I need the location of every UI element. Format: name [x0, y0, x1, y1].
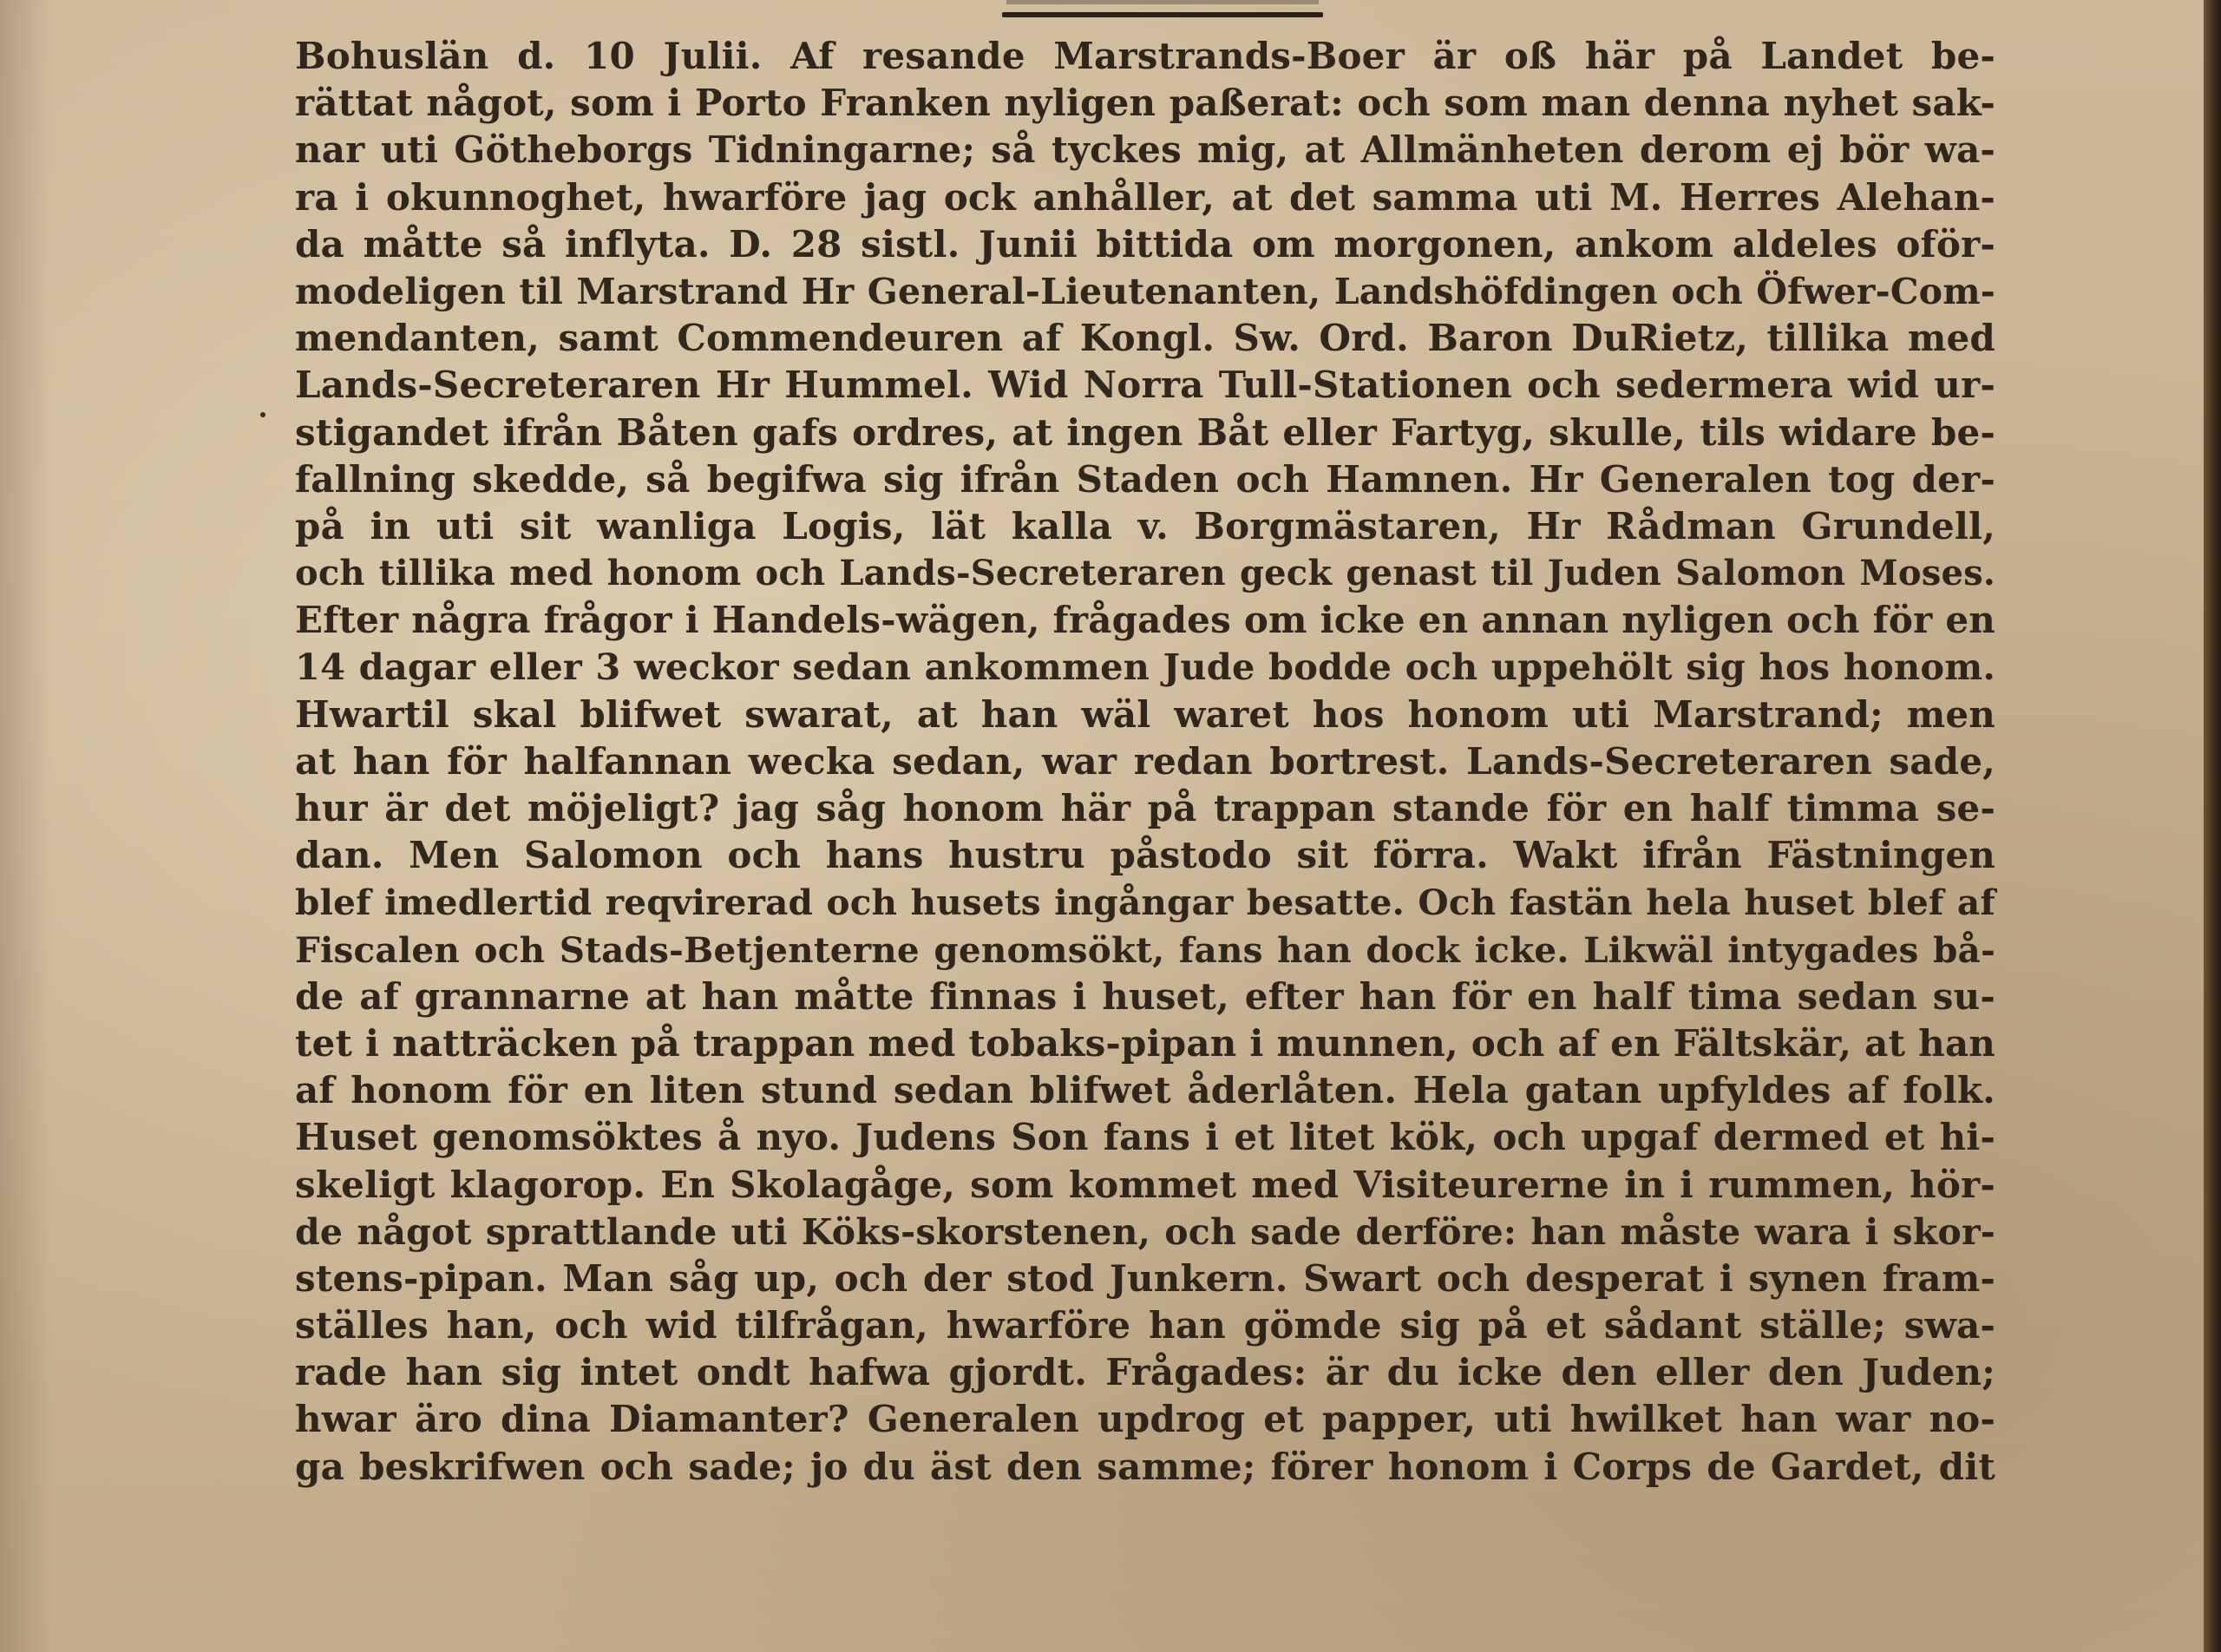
article-column [295, 33, 1995, 1491]
article-line: at han för halfannan wecka sedan, war redan bortrest. Lands-Secreteraren sade, [295, 739, 1995, 783]
article-line: da måtte så inflyta. D. 28 sistl. Junii bittida om morgonen, ankom aldeles oför- [295, 222, 1995, 266]
rule-shadow [1006, 0, 1319, 4]
page-edge [2204, 0, 2221, 1652]
article-line: blef imedlertid reqvirerad och husets ingångar besatte. Och fastän hela huset blef af [295, 882, 1995, 924]
article-line: tet i natträcken på trappan med tobaks-pipan i munnen, och af en Fältskär, at han [295, 1021, 1995, 1065]
article-line: fallning skedde, så begifwa sig ifrån Staden och Hamnen. Hr Generalen tog der- [295, 457, 1995, 501]
article-line: Bohuslän d. 10 Julii. Af resande Marstrands-Boer är oß här på Landet be- [295, 35, 1995, 77]
article-line: 14 dagar eller 3 weckor sedan ankommen Jude bodde och uppehölt sig hos honom. [295, 646, 1995, 689]
article-line: ga beskrifwen och sade; jo du äst den samme; förer honom i Corps de Gardet, dit [295, 1445, 1995, 1488]
section-divider-rule [1002, 12, 1323, 17]
article-line: modeligen til Marstrand Hr General-Lieutenanten, Landshöfdingen och Öfwer-Com- [295, 270, 1995, 312]
article-line: Efter några frågor i Handels-wägen, frågades om icke en annan nyligen och för en [295, 599, 1995, 642]
article-line: af honom för en liten stund sedan blifwet åderlåten. Hela gatan upfyldes af folk. [295, 1069, 1995, 1112]
article-line: skeligt klagorop. En Skolagåge, som kommet med Visiteurerne in i rummen, hör- [295, 1163, 1995, 1206]
article-line: stens-pipan. Man såg up, och der stod Junkern. Swart och desperat i synen fram- [295, 1256, 1995, 1300]
article-line: stigandet ifrån Båten gafs ordres, at ingen Båt eller Fartyg, skulle, tils widare be- [295, 410, 1995, 454]
article-line: ra i okunnoghet, hwarföre jag ock anhåller, at det samma uti M. Herres Alehan- [295, 175, 1995, 219]
page-fold-shadow [0, 0, 52, 1652]
article-line: mendanten, samt Commendeuren af Kongl. Sw. Ord. Baron DuRietz, tillika med [295, 317, 1995, 360]
article-line: rade han sig intet ondt hafwa gjordt. Frågades: är du icke den eller den Juden; [295, 1351, 1995, 1394]
article-line: Hwartil skal blifwet swarat, at han wäl waret hos honom uti Marstrand; men [295, 692, 1995, 736]
article-line: Fiscalen och Stads-Betjenterne genomsökt, fans han dock icke. Likwäl intygades bå- [295, 928, 1995, 971]
article-line: de något sprattlande uti Köks-skorstenen, och sade derföre: han måste wara i skor- [295, 1210, 1995, 1253]
article-line: Huset genomsöktes å nyo. Judens Son fans i et litet kök, och upgaf dermed et hi- [295, 1116, 1995, 1159]
article-line: rättat något, som i Porto Franken nyligen paßerat: och som man denna nyhet sak- [295, 82, 1995, 125]
article-line: på in uti sit wanliga Logis, lät kalla v. Borgmästaren, Hr Rådman Grundell, [295, 504, 1995, 547]
ink-speck [260, 412, 265, 417]
article-line: och tillika med honom och Lands-Secreteraren geck genast til Juden Salomon Moses. [295, 553, 1995, 594]
article-line: de af grannarne at han måtte finnas i huset, efter han för en half tima sedan su- [295, 974, 1995, 1018]
article-line: hur är det möjeligt? jag såg honom här på trappan stande för en half timma se- [295, 787, 1995, 829]
article-line: hwar äro dina Diamanter? Generalen updrog et papper, uti hwilket han war no- [295, 1398, 1995, 1441]
article-line: nar uti Götheborgs Tidningarne; så tyckes mig, at Allmänheten derom ej bör wa- [295, 128, 1995, 172]
article-line: dan. Men Salomon och hans hustru påstodo sit förra. Wakt ifrån Fästningen [295, 834, 1995, 877]
article-line: ställes han, och wid tilfrågan, hwarföre han gömde sig på et sådant ställe; swa- [295, 1304, 1995, 1347]
article-line: Lands-Secreteraren Hr Hummel. Wid Norra Tull-Stationen och sedermera wid ur- [295, 364, 1995, 407]
